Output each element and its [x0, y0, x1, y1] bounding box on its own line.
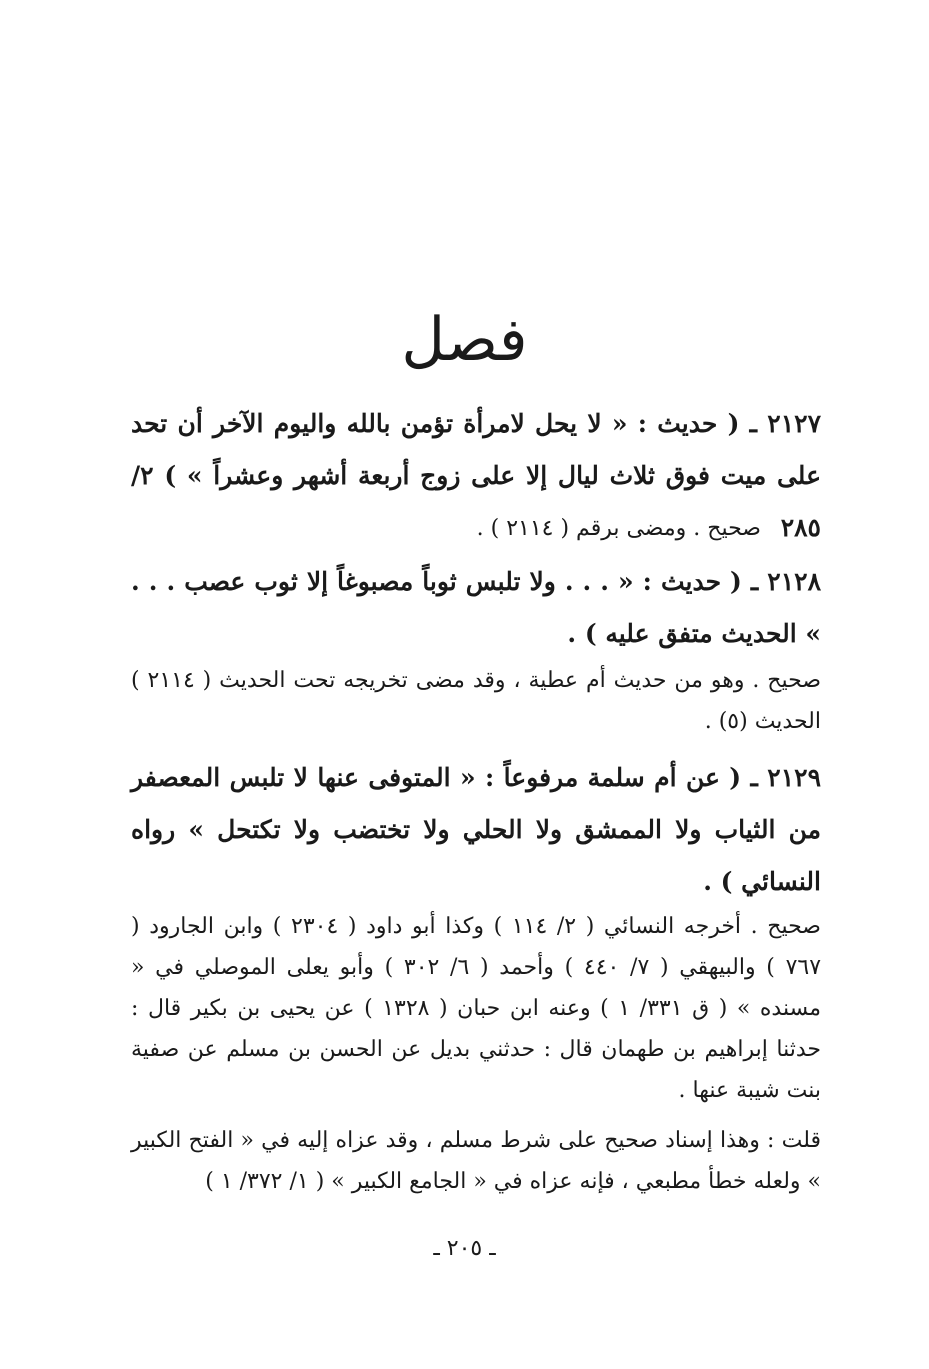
hadith-2129: ٢١٢٩ ـ ( عن أم سلمة مرفوعاً : « المتوفى عنها لا تلبس المعصفر من الثياب ولا الممشق ولا الحلي ولا تختضب ولا تكتحل » رواه النسائي ) . — [131, 763, 821, 896]
grade-2128: صحيح . وهو من حديث أم عطية ، وقد مضى تخريجه تحت الحديث ( ٢١١٤ ) الحديث (٥) . — [131, 668, 821, 734]
grade-2127: صحيح . ومضى برقم ( ٢١١٤ ) . — [476, 516, 761, 541]
hadith-2128: ٢١٢٨ ـ ( حديث : « . . . ولا تلبس ثوباً مصبوغاً إلا ثوب عصب . . . » الحديث متفق عليه ) . — [131, 567, 821, 648]
page-number: ـ ٢٠٥ ـ — [433, 1236, 496, 1261]
section-title: فصل — [401, 305, 528, 375]
grade-2129: صحيح . أخرجه النسائي ( ٢/ ١١٤ ) وكذا أبو داود ( ٢٣٠٤ ) وابن الجارود ( ٧٦٧ ) والبيهقي ( ٧/ ٤٤٠ ) وأحمد ( ٦/ ٣٠٢ ) وأبو يعلى الموصلي في « مسنده » ( ق ٣٣١/ ١ ) وعنه ابن حبان ( ١٣٢٨ ) عن يحيى بن بكير قال : حدثنا إبراهيم بن طهمان قال : حدثني بديل عن الحسن بن مسلم عن صفية بنت شيبة عنها . — [131, 914, 822, 1103]
hadith-2127: ٢١٢٧ ـ ( حديث : « لا يحل لامرأة تؤمن بالله واليوم الآخر أن تحد على ميت فوق ثلاث ليال إلا على زوج أربعة أشهر وعشراً » ) ٢/ ٢٨٥ — [131, 409, 821, 542]
author-note: قلت : وهذا إسناد صحيح على شرط مسلم ، وقد عزاه إليه في « الفتح الكبير » ولعله خطأ مطبعي ، فإنه عزاه في « الجامع الكبير » ( ١/ ٣٧٢/ ١ ) — [131, 1128, 821, 1194]
